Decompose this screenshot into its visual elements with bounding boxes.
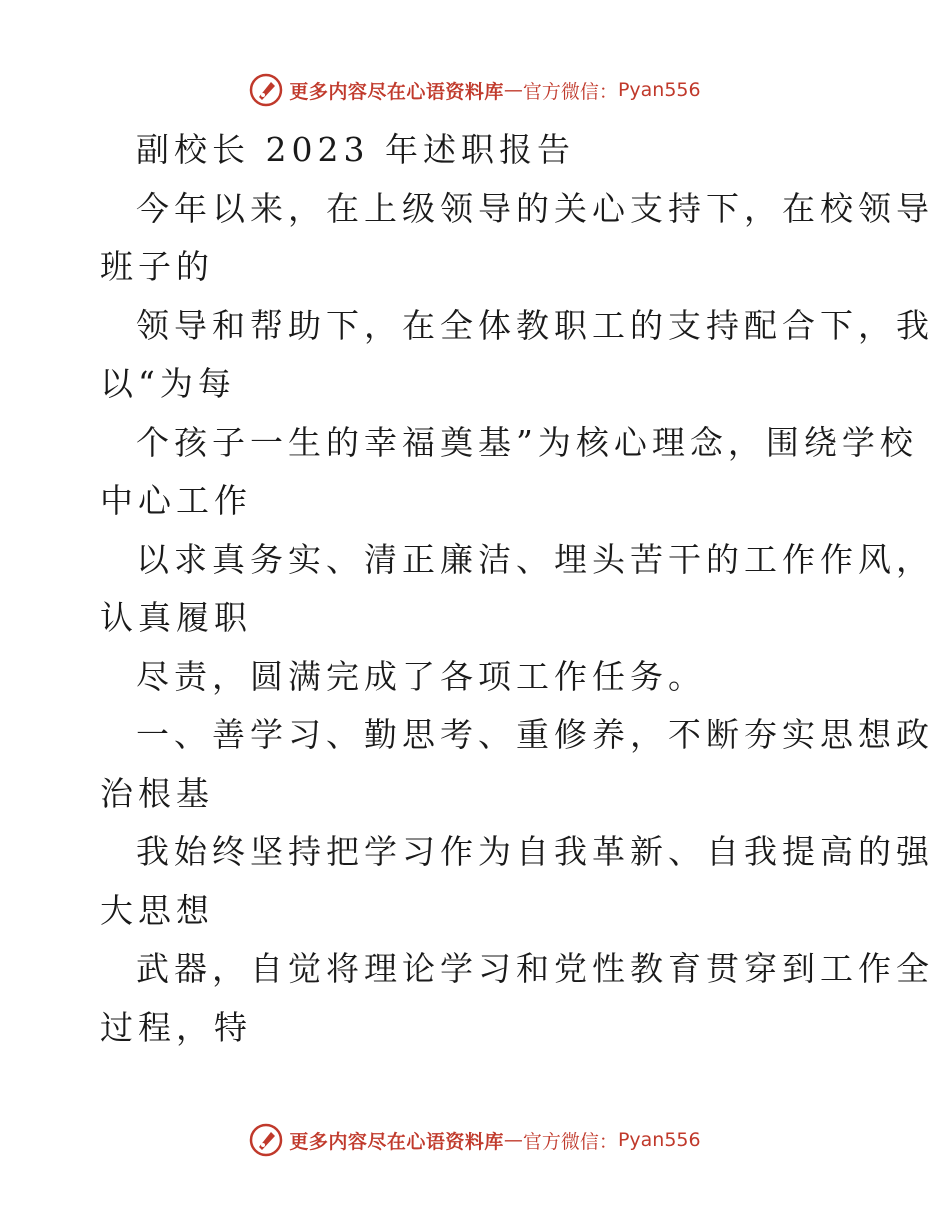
document-body bbox=[100, 121, 934, 1057]
watermark-wechat-id: Pyan556 bbox=[617, 1129, 701, 1151]
paragraph-line: 武器，自觉将理论学习和党性教育贯穿到工作全 bbox=[136, 949, 934, 988]
paragraph-line: 今年以来，在上级领导的关心支持下，在校领导 bbox=[136, 188, 934, 228]
paragraph-line: 大思想 bbox=[100, 890, 214, 930]
section-heading: 一、善学习、勤思考、重修养，不断夯实思想政 bbox=[136, 715, 934, 754]
watermark-main-text: 更多内容尽在心语资料库 bbox=[289, 80, 504, 103]
paragraph-line: 以“为每 bbox=[100, 364, 236, 403]
header-watermark bbox=[0, 70, 950, 110]
watermark-main-text: 更多内容尽在心语资料库 bbox=[289, 1130, 504, 1153]
paragraph-line: 个孩子一生的幸福奠基”为核心理念，围绕学校 bbox=[136, 422, 918, 462]
watermark-dash: — bbox=[503, 1129, 523, 1151]
pen-nib-logo-icon bbox=[249, 1123, 283, 1157]
watermark-wechat-id: Pyan556 bbox=[617, 79, 701, 101]
paragraph-line: 班子的 bbox=[100, 247, 214, 286]
section-heading-continued: 治根基 bbox=[100, 773, 214, 813]
paragraph-line: 过程，特 bbox=[100, 1007, 252, 1047]
paragraph-line: 认真履职 bbox=[100, 598, 252, 637]
pen-nib-logo-icon bbox=[249, 73, 283, 107]
footer-watermark bbox=[0, 1120, 950, 1160]
watermark-sub-text: 官方微信： bbox=[522, 80, 618, 103]
paragraph-line: 领导和帮助下，在全体教职工的支持配合下，我 bbox=[136, 305, 934, 345]
paragraph-line: 尽责，圆满完成了各项工作任务。 bbox=[136, 656, 706, 696]
paragraph-line: 我始终坚持把学习作为自我革新、自我提高的强 bbox=[136, 832, 934, 871]
paragraph-line: 中心工作 bbox=[100, 481, 252, 520]
watermark-sub-text: 官方微信： bbox=[522, 1130, 618, 1153]
paragraph-line: 以求真务实、清正廉洁、埋头苦干的工作作风， bbox=[136, 539, 934, 579]
document-title: 副校长 2023 年述职报告 bbox=[136, 130, 575, 169]
watermark-dash: — bbox=[503, 79, 523, 101]
